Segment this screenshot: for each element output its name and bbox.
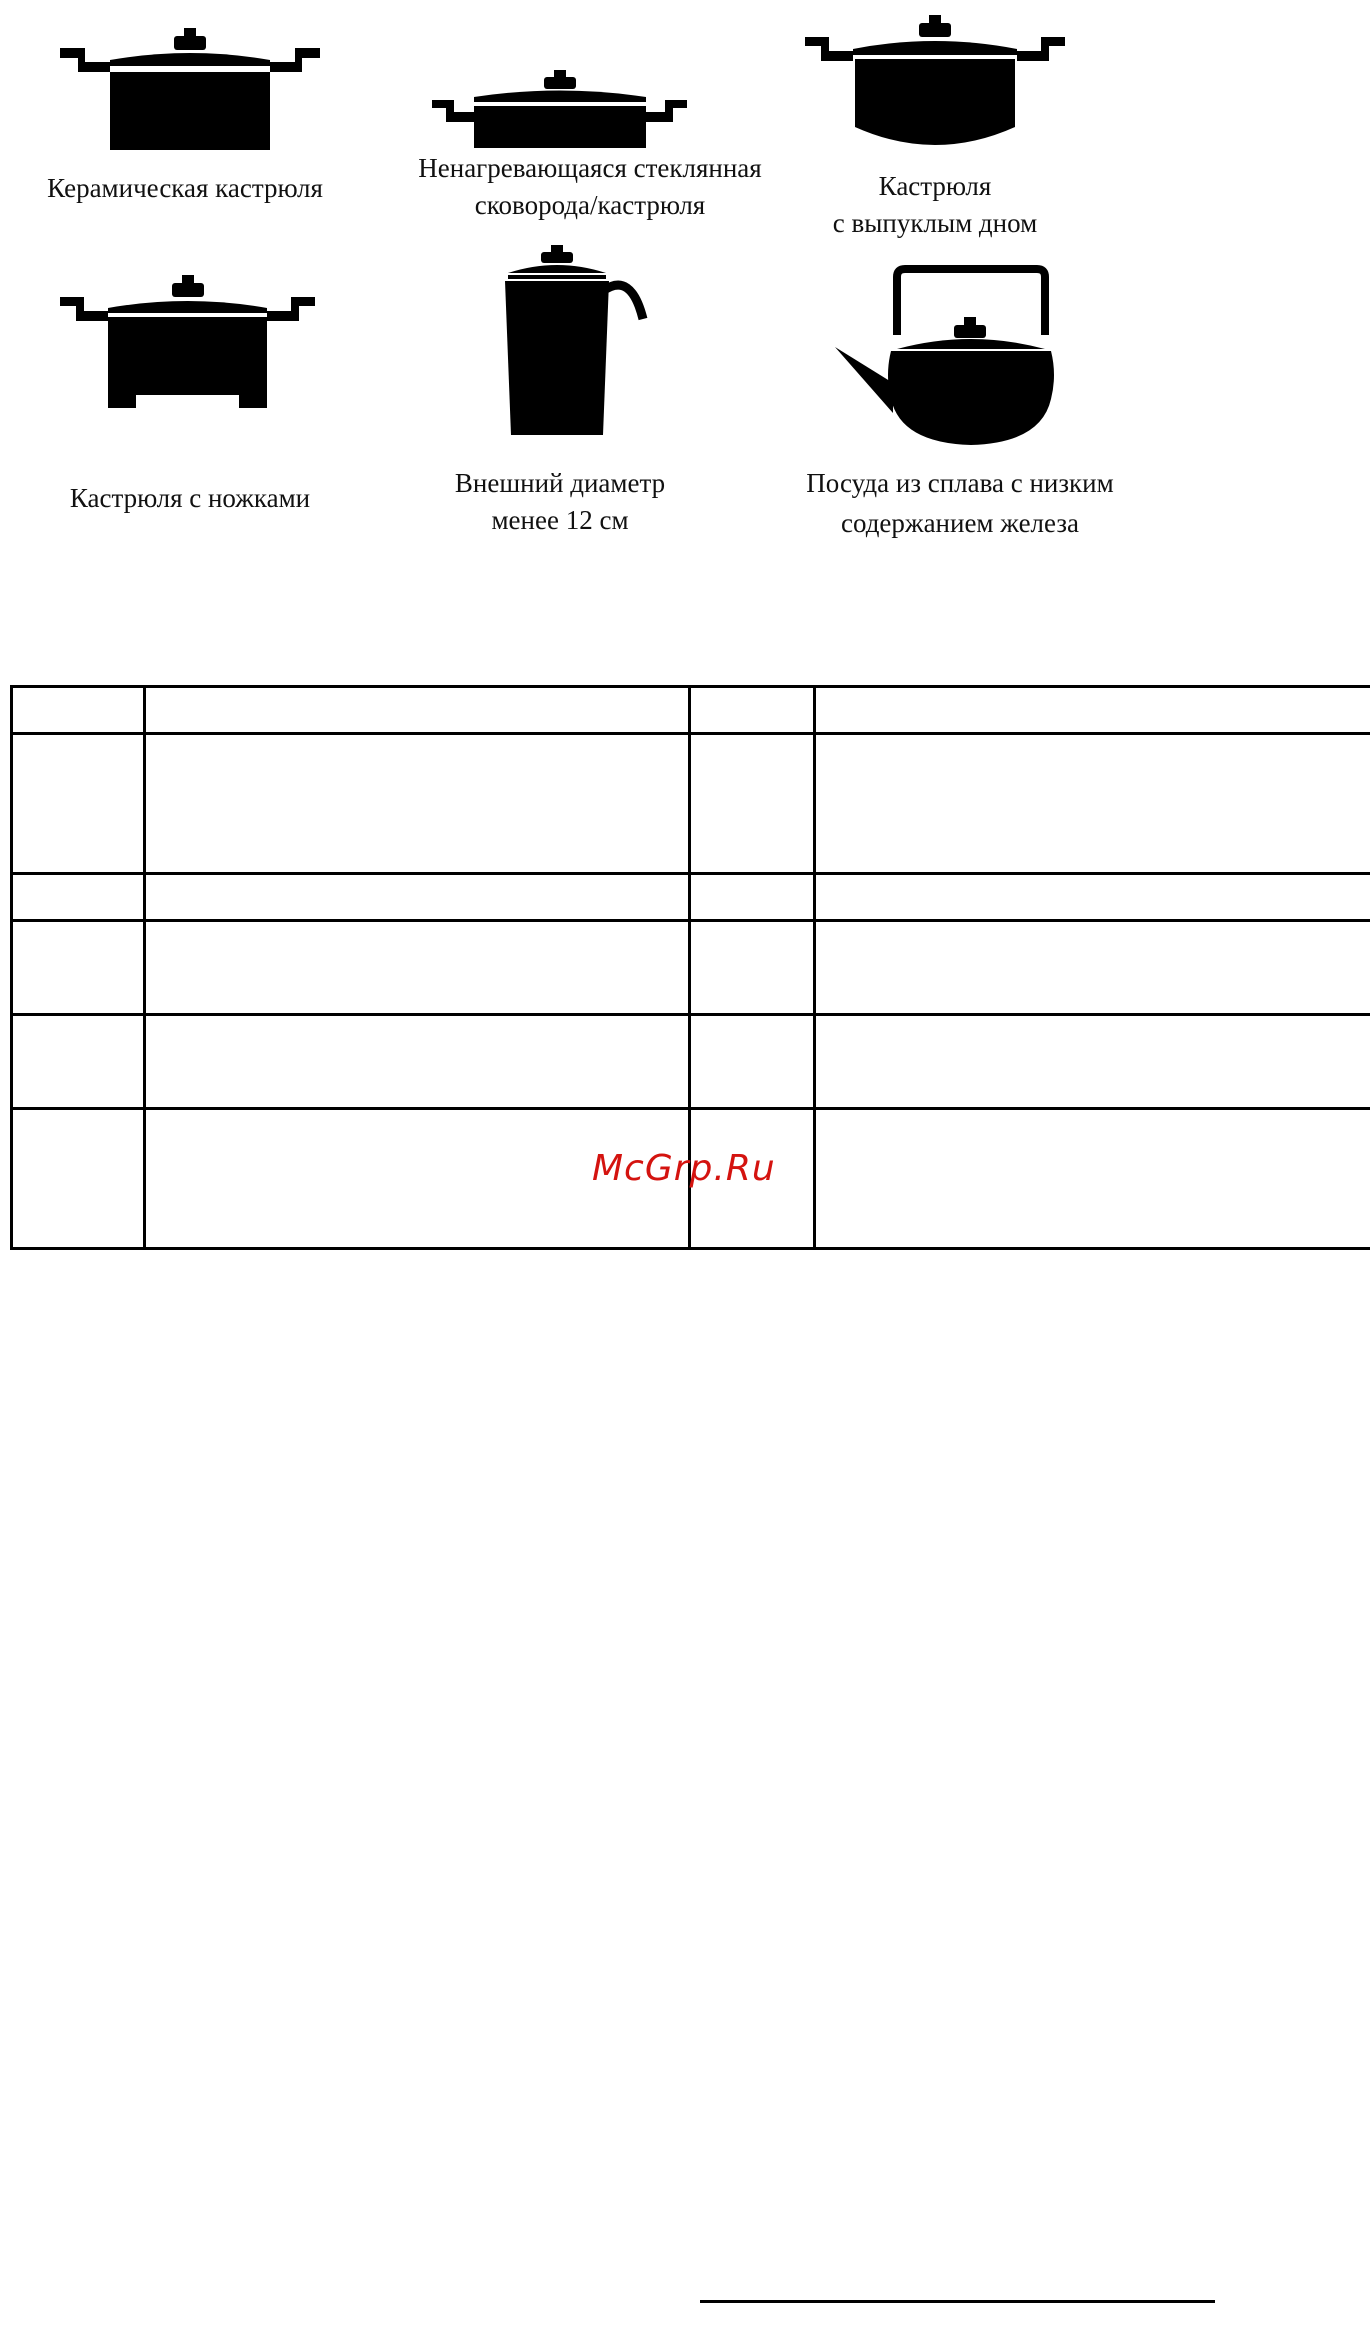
- table-cell: [815, 1109, 1370, 1249]
- table-cell: [12, 921, 145, 1015]
- table-row: [12, 874, 1370, 921]
- table-cell: [145, 921, 690, 1015]
- ceramic-pot: [60, 28, 320, 153]
- narrow-pot-caption-2: менее 12 см: [491, 505, 629, 535]
- table-cell: [145, 687, 690, 734]
- narrow-pot-caption-1: Внешний диаметр: [454, 468, 666, 498]
- table-cell: [12, 874, 145, 921]
- low-iron-caption-2: содержанием железа: [840, 508, 1079, 538]
- glass-pan-caption-2: сковорода/кастрюля: [474, 190, 706, 220]
- table-cell: [145, 874, 690, 921]
- ceramic-pot-caption: Керамическая кастрюля: [47, 173, 323, 203]
- table-cell: [12, 687, 145, 734]
- convex-pot-icon: [805, 15, 1065, 165]
- table-cell: [690, 687, 815, 734]
- glass-pan-icon: [432, 70, 687, 150]
- low-iron-caption-1: Посуда из сплава с низким: [806, 468, 1114, 498]
- table-row: [12, 921, 1370, 1015]
- pot-icon: [60, 28, 320, 153]
- table-row: [12, 1015, 1370, 1109]
- table-cell: [815, 921, 1370, 1015]
- table-cell: [145, 734, 690, 874]
- glass-pan-caption-1: Ненагревающаяся стеклянная: [418, 153, 762, 183]
- coffee-pot-icon: [503, 245, 653, 435]
- legged-pot-caption: Кастрюля с ножками: [69, 483, 311, 513]
- narrow-pot: [503, 245, 653, 435]
- table-cell: [690, 1015, 815, 1109]
- table-cell: [12, 734, 145, 874]
- glass-pan: [432, 70, 687, 150]
- table-cell: [815, 687, 1370, 734]
- legged-pot-icon: [60, 275, 315, 410]
- convex-pot-caption-2: с выпуклым дном: [832, 208, 1038, 238]
- low-iron-kettle: [835, 265, 1055, 445]
- legged-pot: [60, 275, 315, 410]
- watermark-text: McGrp.Ru: [592, 1148, 776, 1189]
- table-cell: [690, 734, 815, 874]
- footer-rule: [700, 2300, 1215, 2303]
- table-cell: [815, 1015, 1370, 1109]
- table-cell: [145, 1015, 690, 1109]
- table-cell: [815, 734, 1370, 874]
- table-cell: [12, 1015, 145, 1109]
- kettle-icon: [835, 265, 1055, 445]
- table-cell: [690, 921, 815, 1015]
- table-cell: [12, 1109, 145, 1249]
- table-cell: [815, 874, 1370, 921]
- table-row: [12, 734, 1370, 874]
- table-cell: [690, 874, 815, 921]
- convex-pot-caption-1: Кастрюля: [878, 171, 992, 201]
- convex-pot: [805, 15, 1065, 165]
- table-row: [12, 687, 1370, 734]
